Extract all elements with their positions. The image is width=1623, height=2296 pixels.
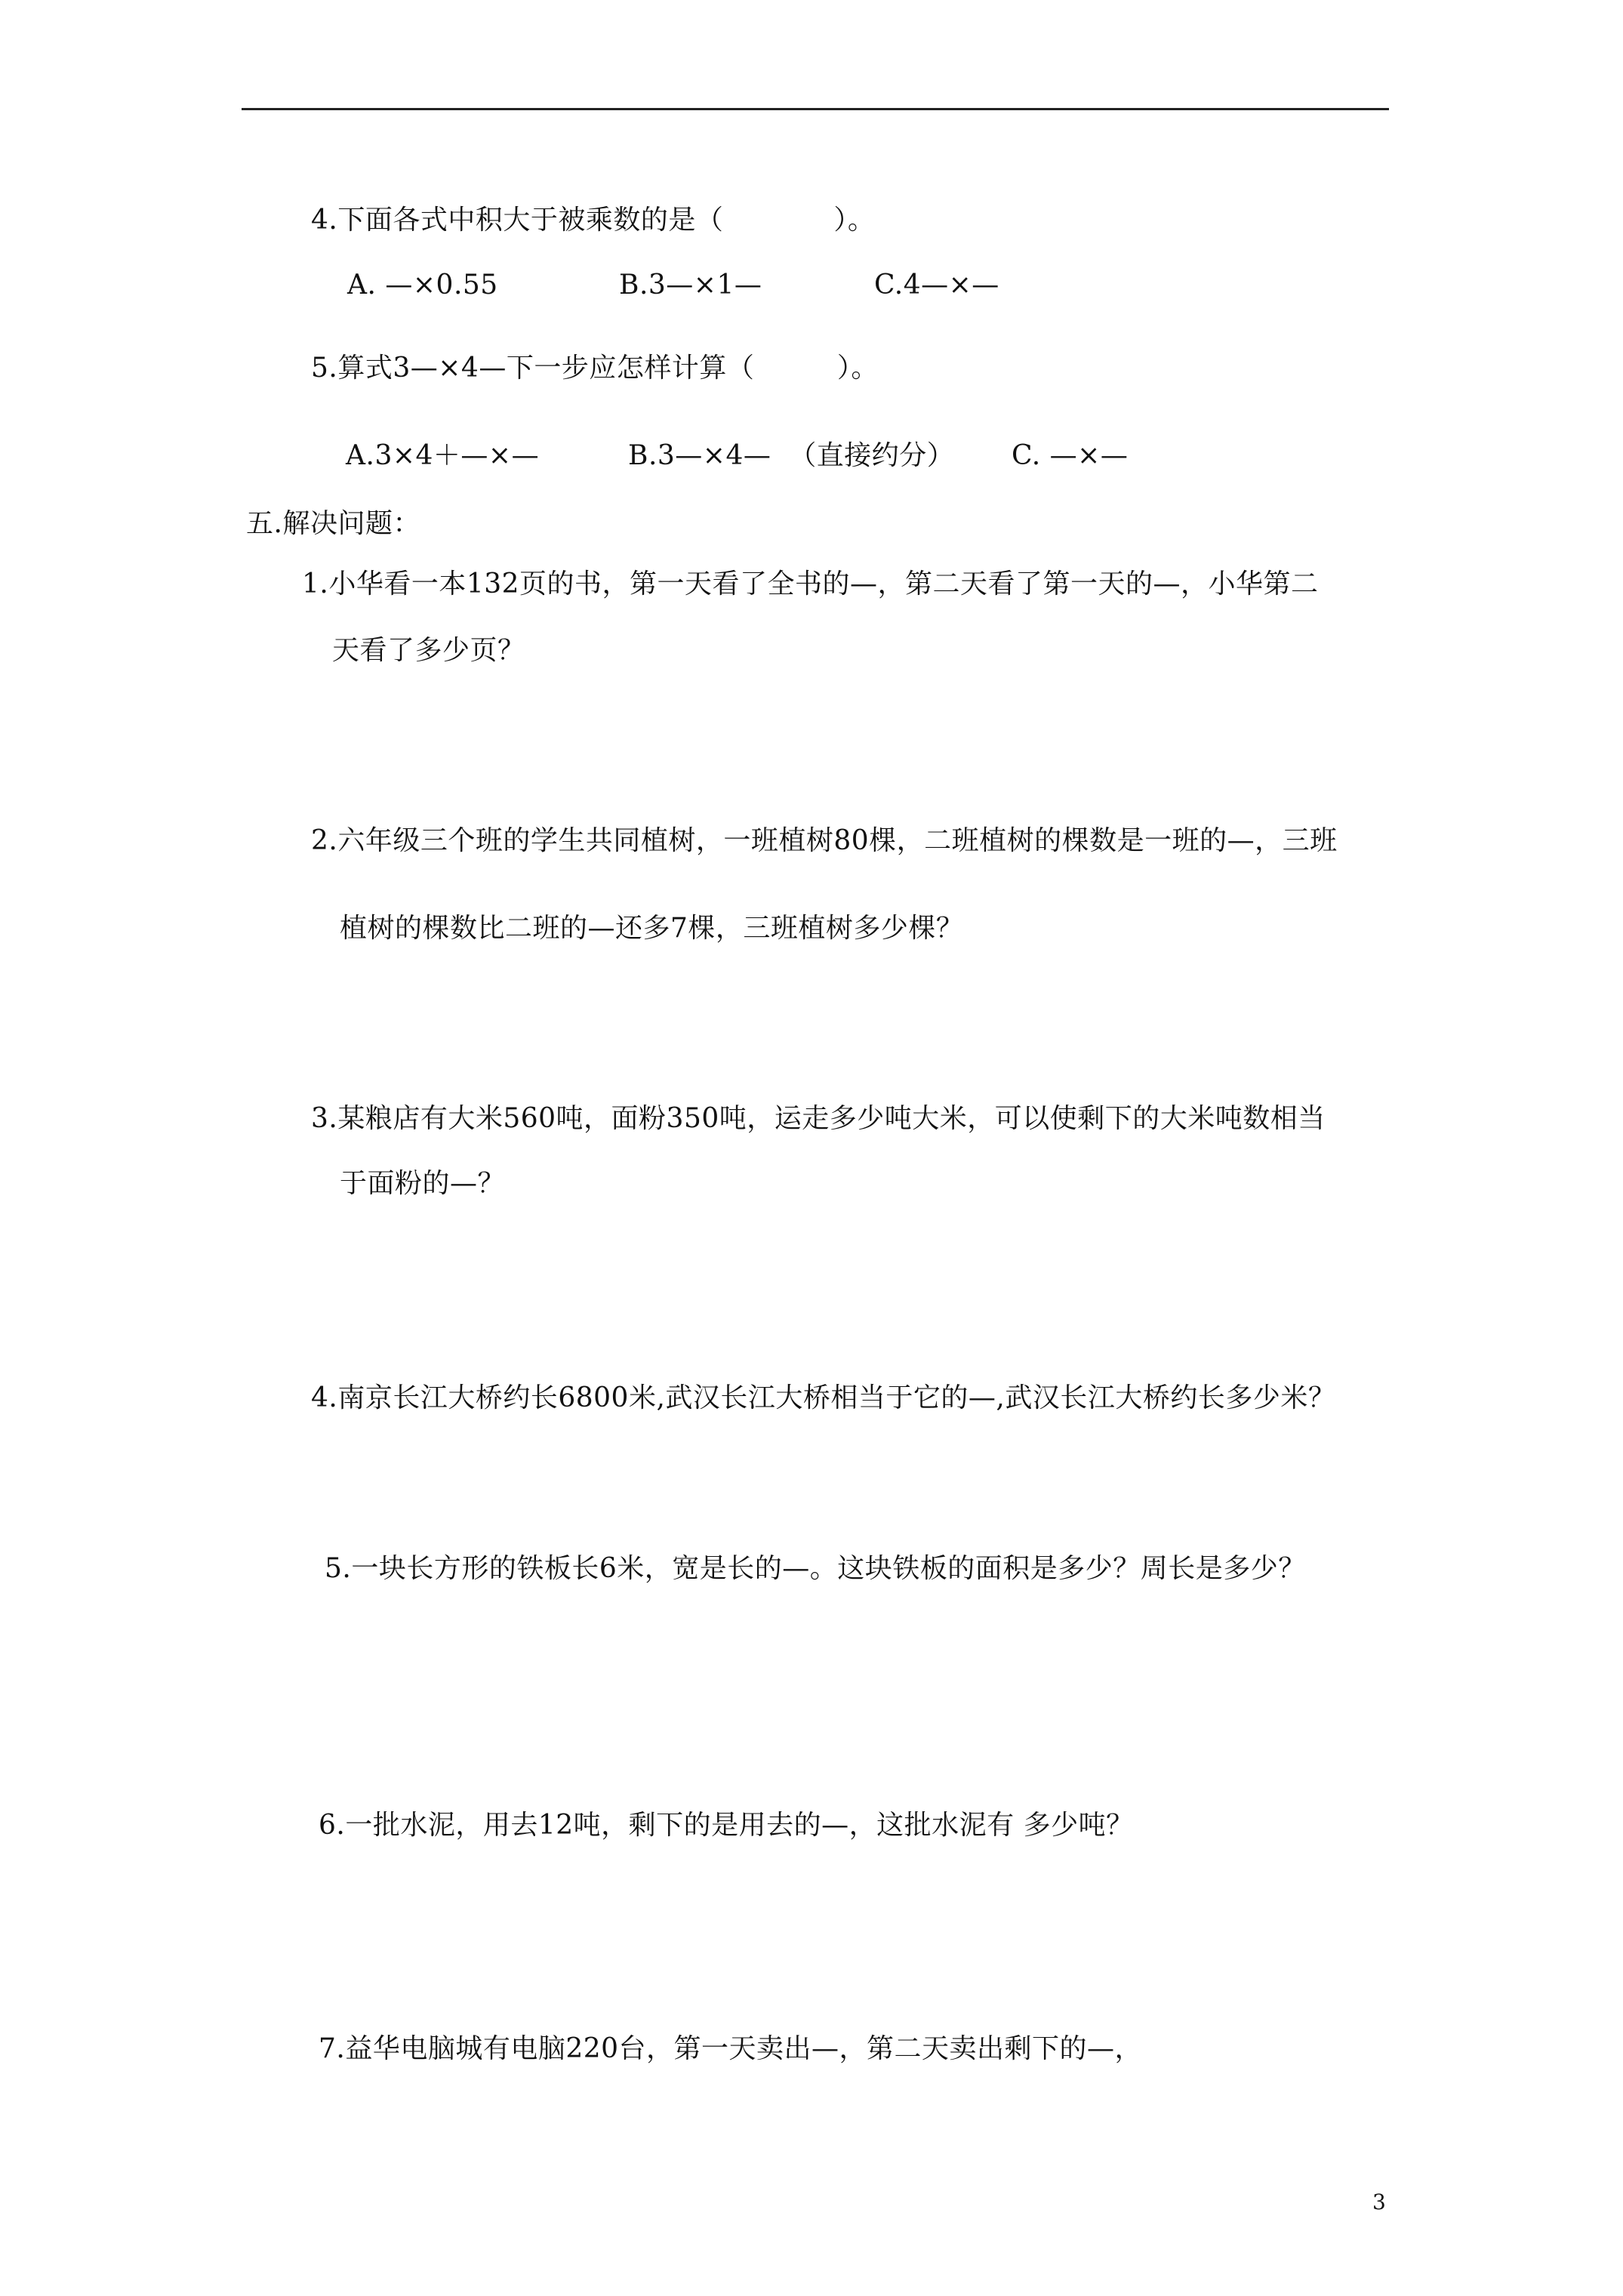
- problem-7-line-1: 7.益华电脑城有电脑220台，第一天卖出—，第二天卖出剩下的—，: [319, 2033, 1143, 2064]
- problem-3-line-1: 3.某粮店有大米560吨，面粉350吨，运走多少吨大米，可以使剩下的大米吨数相当: [311, 1103, 1326, 1134]
- problem-1-line-1: 1.小华看一本132页的书，第一天看了全书的—，第二天看了第一天的—，小华第二: [302, 569, 1319, 599]
- question-4-option-c: C.4—×—: [874, 270, 999, 300]
- question-4-stem: 4.下面各式中积大于被乘数的是（ ）。: [311, 205, 876, 236]
- question-5-option-a: A.3×4＋—×—: [346, 440, 540, 471]
- page-number: 3: [1372, 2190, 1386, 2214]
- problem-3-line-2: 于面粉的—？: [340, 1168, 506, 1199]
- question-4-option-b: B.3—×1—: [619, 270, 762, 300]
- problem-2-line-1: 2.六年级三个班的学生共同植树，一班植树80棵，二班植树的棵数是一班的—，三班: [311, 825, 1338, 856]
- question-5-option-c: C. —×—: [1012, 440, 1129, 471]
- header-rule: [242, 108, 1389, 110]
- problem-2-line-2: 植树的棵数比二班的—还多7棵，三班植树多少棵？: [340, 913, 964, 944]
- problem-1-line-2: 天看了多少页？: [332, 635, 525, 666]
- problem-5-line-1: 5.一块长方形的铁板长6米，宽是长的—。这块铁板的面积是多少？周长是多少？: [325, 1553, 1306, 1584]
- problem-6-line-1: 6.一批水泥，用去12吨，剩下的是用去的—，这批水泥有 多少吨？: [319, 1810, 1134, 1841]
- question-5-stem: 5.算式3—×4—下一步应怎样计算（ ）。: [311, 353, 879, 384]
- section-five-title: 五.解决问题：: [246, 508, 420, 539]
- question-5-option-b: B.3—×4— （直接约分）: [628, 440, 955, 471]
- problem-4-line-1: 4.南京长江大桥约长6800米,武汉长江大桥相当于它的—,武汉长江大桥约长多少米？: [311, 1382, 1336, 1413]
- question-4-option-a: A. —×0.55: [347, 270, 498, 300]
